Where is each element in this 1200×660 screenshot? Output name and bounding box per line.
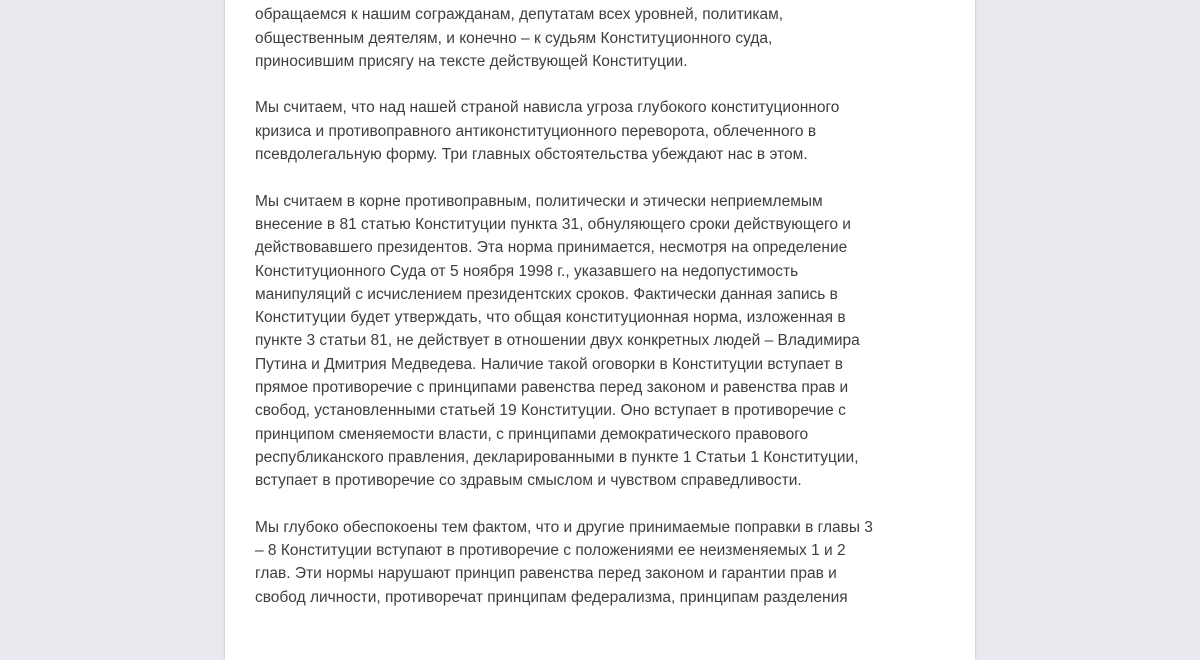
document-page: [225, 0, 975, 660]
text-line: псевдолегальную форму. Три главных обстоятельства убеждают нас в этом.: [255, 146, 808, 164]
text-line: пункте 3 статьи 81, не действует в отношении двух конкретных людей – Владимира: [255, 332, 860, 350]
text-line: вступает в противоречие со здравым смыслом и чувством справедливости.: [255, 472, 802, 490]
paragraph-gap: [255, 493, 955, 516]
text-line: Путина и Дмитрия Медведева. Наличие такой оговорки в Конституции вступает в: [255, 355, 843, 373]
text-line: манипуляций с исчислением президентских сроков. Фактически данная запись в: [255, 285, 838, 303]
text-line: Мы считаем, что над нашей страной нависла угроза глубокого конституционного: [255, 99, 840, 117]
paragraph-article-81: [255, 190, 955, 493]
document-text: [255, 0, 955, 609]
text-line: Мы считаем в корне противоправным, политически и этически неприемлемым: [255, 192, 823, 210]
text-line: Конституционного Суда от 5 ноября 1998 г., указавшего на недопустимость: [255, 262, 799, 280]
paragraph-gap: [255, 166, 955, 189]
text-line: внесение в 81 статью Конституции пункта 31, обнуляющего сроки действующего и: [255, 215, 851, 233]
text-line: свобод личности, противоречат принципам федерализма, принципам разделения: [255, 588, 848, 606]
paragraph-other-amendments: [255, 516, 955, 609]
text-line: принципом сменяемости власти, с принципами демократического правового: [255, 425, 809, 443]
text-line: кризиса и противоправного антиконституционного переворота, облеченного в: [255, 122, 817, 140]
paragraph-gap: [255, 73, 955, 96]
paragraph-appeal: [255, 0, 955, 73]
text-line: прямое противоречие с принципами равенства перед законом и равенства прав и: [255, 379, 849, 397]
text-line: республиканского правления, декларированными в пункте 1 Статьи 1 Конституции,: [255, 448, 859, 466]
text-line: общественным деятелям, и конечно – к судьям Конституционного суда,: [255, 29, 773, 47]
paragraph-threat: [255, 96, 955, 166]
text-line: свобод, установленными статьей 19 Конституции. Оно вступает в противоречие с: [255, 402, 846, 420]
text-line: глав. Эти нормы нарушают принцип равенства перед законом и гарантии прав и: [255, 565, 837, 583]
text-line: приносившим присягу на тексте действующей Конституции.: [255, 52, 688, 70]
text-line: Конституции будет утверждать, что общая конституционная норма, изложенная в: [255, 309, 846, 327]
text-line: обращаемся к нашим согражданам, депутатам всех уровней, политикам,: [255, 6, 784, 24]
text-line: Мы глубоко обеспокоены тем фактом, что и другие принимаемые поправки в главы 3: [255, 518, 873, 536]
text-line: – 8 Конституции вступают в противоречие с положениями ее неизменяемых 1 и 2: [255, 542, 846, 560]
text-line: действовавшего президентов. Эта норма принимается, несмотря на определение: [255, 239, 848, 257]
